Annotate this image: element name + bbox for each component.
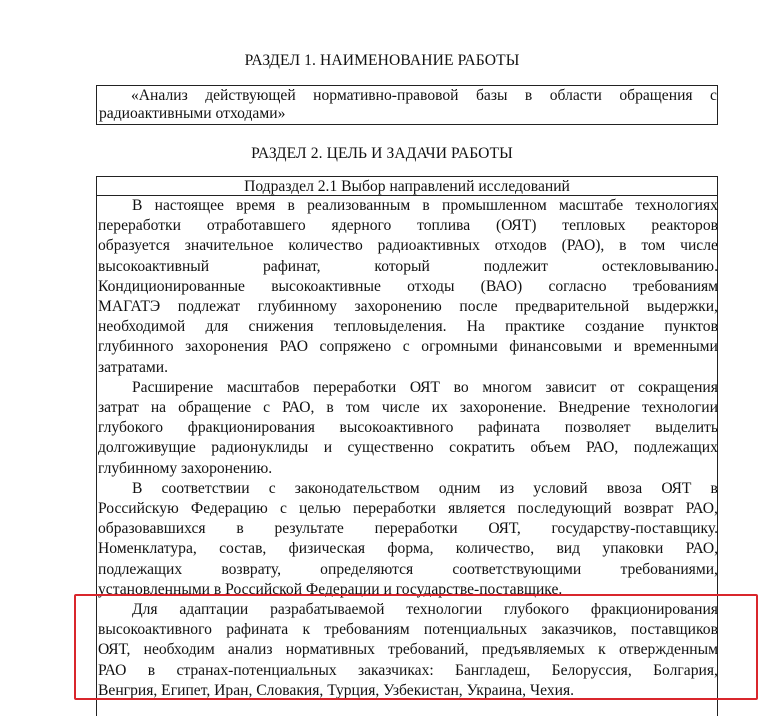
paragraph-2-line-2: затрат на обращение с РАО, в том числе их захоронение. Внедрение технологии: [98, 399, 718, 416]
work-title-line-2: радиоактивными отходами»: [99, 105, 286, 122]
paragraph-1-line-7: необходимой для снижения тепловыделения. На практике создание пунктов: [98, 318, 718, 335]
paragraph-4-line-3: ОЯТ, необходим анализ нормативных требований, предъявляемых к отвержденным: [98, 641, 718, 658]
paragraph-3-line-1: В соответствии с законодательством одним из условий ввоза ОЯТ в: [132, 480, 718, 497]
paragraph-4-line-1: Для адаптации разрабатываемой технологии глубокого фракционирования: [132, 601, 718, 618]
paragraph-4-line-2: высокоактивного рафината к требованиям потенциальных заказчиков, поставщиков: [98, 621, 718, 638]
paragraph-3-line-4: Номенклатура, состав, физическая форма, количество, вид упаковки РАО,: [98, 540, 718, 557]
paragraph-3-line-5: подлежащих возврату, определяются соответствующими требованиями,: [98, 561, 718, 578]
paragraph-3-line-2: Российскую Федерацию с целью переработки является последующий возврат РАО,: [98, 500, 718, 517]
paragraph-2-line-5: глубинному захоронению.: [98, 460, 273, 477]
subsection-title: Подраздел 2.1 Выбор направлений исследований: [244, 178, 570, 195]
paragraph-1-line-2: переработки отработавшего ядерного топлива (ОЯТ) тепловых реакторов: [98, 217, 718, 234]
paragraph-1-line-1: В настоящее время в реализованным в промышленном масштабе технологиях: [132, 197, 718, 214]
paragraph-1-line-9: затратами.: [98, 359, 169, 376]
work-title-box: [96, 85, 718, 125]
work-title-line-1: «Анализ действующей нормативно-правовой базы в области обращения с: [131, 87, 717, 104]
paragraph-3-line-6: установленными в Российской Федерации и государстве-поставщике.: [98, 581, 563, 598]
paragraph-2-line-3: глубокого фракционирования высокоактивного рафината позволяет выделить: [98, 419, 718, 436]
paragraph-1-line-4: высокоактивный рафинат, который подлежит остекловыванию.: [98, 258, 718, 275]
paragraph-1-line-6: МАГАТЭ подлежат глубинному захоронению после предварительной выдержки,: [98, 298, 718, 315]
paragraph-3-line-3: образовавшихся в результате переработки ОЯТ, государству-поставщику.: [98, 520, 718, 537]
paragraph-1-line-5: Кондиционированные высокоактивные отходы (ВАО) согласно требованиям: [98, 278, 718, 295]
section-1-heading: РАЗДЕЛ 1. НАИМЕНОВАНИЕ РАБОТЫ: [244, 52, 520, 69]
paragraph-1-line-8: глубинного захоронения РАО сопряжено с огромными финансовыми и временными: [98, 338, 718, 355]
paragraph-4-line-5: Венгрия, Египет, Иран, Словакия, Турция, Узбекистан, Украина, Чехия.: [98, 682, 575, 699]
section-2-heading: РАЗДЕЛ 2. ЦЕЛЬ И ЗАДАЧИ РАБОТЫ: [251, 145, 513, 162]
paragraph-4-line-4: РАО в странах-потенциальных заказчиках: Бангладеш, Белоруссия, Болгария,: [98, 662, 718, 679]
paragraph-1-line-3: образуется значительное количество радиоактивных отходов (РАО), в том числе: [98, 237, 718, 254]
paragraph-2-line-1: Расширение масштабов переработки ОЯТ во многом зависит от сокращения: [132, 379, 718, 396]
highlight-frame: [74, 594, 758, 700]
paragraph-2-line-4: долгоживущие радионуклиды и существенно сократить объем РАО, подлежащих: [98, 439, 718, 456]
